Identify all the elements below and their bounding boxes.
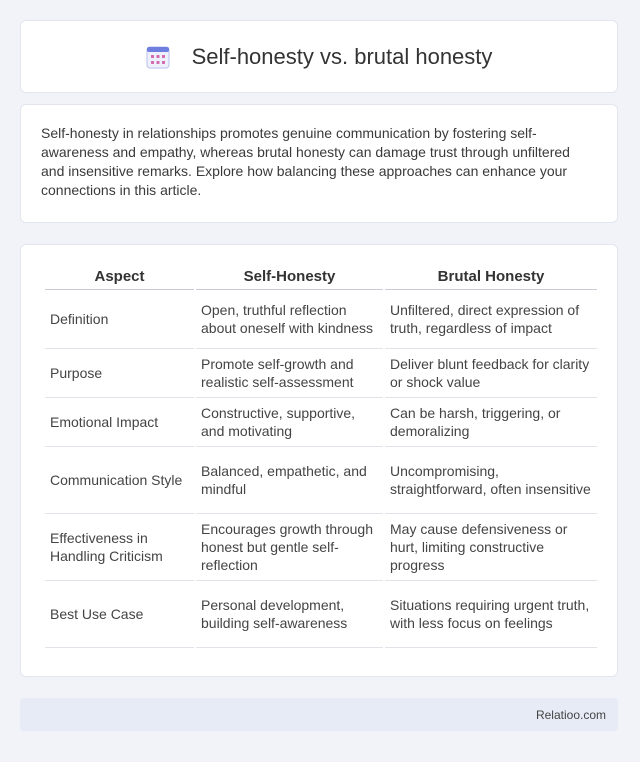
table-row (45, 514, 597, 581)
comparison-card (20, 244, 618, 677)
cell-brutal-honesty: Uncompromising, straightforward, often insensitive (385, 447, 597, 514)
cell-brutal-honesty: Can be harsh, triggering, or demoralizing (385, 398, 597, 447)
page-title: Self-honesty vs. brutal honesty (191, 43, 493, 69)
cell-self-honesty: Encourages growth through honest but gentle self-reflection (196, 514, 383, 581)
calendar-icon (146, 45, 170, 69)
cell-brutal-honesty: Deliver blunt feedback for clarity or shock value (385, 349, 597, 398)
cell-brutal-honesty: Unfiltered, direct expression of truth, regardless of impact (385, 290, 597, 349)
cell-self-honesty: Promote self-growth and realistic self-assessment (196, 349, 383, 398)
cell-self-honesty: Balanced, empathetic, and mindful (196, 447, 383, 514)
header-self-honesty: Self-Honesty (196, 263, 383, 290)
cell-self-honesty: Constructive, supportive, and motivating (196, 398, 383, 447)
table-row (45, 349, 597, 398)
header-brutal-honesty: Brutal Honesty (385, 263, 597, 290)
title-card (20, 20, 618, 93)
cell-aspect: Best Use Case (45, 581, 194, 648)
footer (20, 698, 618, 731)
cell-aspect: Purpose (45, 349, 194, 398)
cell-aspect: Definition (45, 290, 194, 349)
comparison-table (43, 263, 599, 648)
header-aspect: Aspect (45, 263, 194, 290)
cell-brutal-honesty: Situations requiring urgent truth, with less focus on feelings (385, 581, 597, 648)
table-row (45, 581, 597, 648)
cell-self-honesty: Open, truthful reflection about oneself with kindness (196, 290, 383, 349)
cell-self-honesty: Personal development, building self-awareness (196, 581, 383, 648)
footer-site-link[interactable]: Relatioo.com (535, 707, 606, 722)
table-row (45, 290, 597, 349)
cell-aspect: Communication Style (45, 447, 194, 514)
intro-text: Self-honesty in relationships promotes genuine communication by fostering self-awareness and empathy, whereas brutal honesty can damage trust through unfiltered and insensitive remarks. Explore how balancing these approaches can enhance your connections in this article. (41, 125, 570, 198)
table-header-row (45, 263, 597, 290)
cell-aspect: Emotional Impact (45, 398, 194, 447)
cell-brutal-honesty: May cause defensiveness or hurt, limiting constructive progress (385, 514, 597, 581)
table-row (45, 447, 597, 514)
cell-aspect: Effectiveness in Handling Criticism (45, 514, 194, 581)
table-row (45, 398, 597, 447)
intro-card (20, 104, 618, 223)
